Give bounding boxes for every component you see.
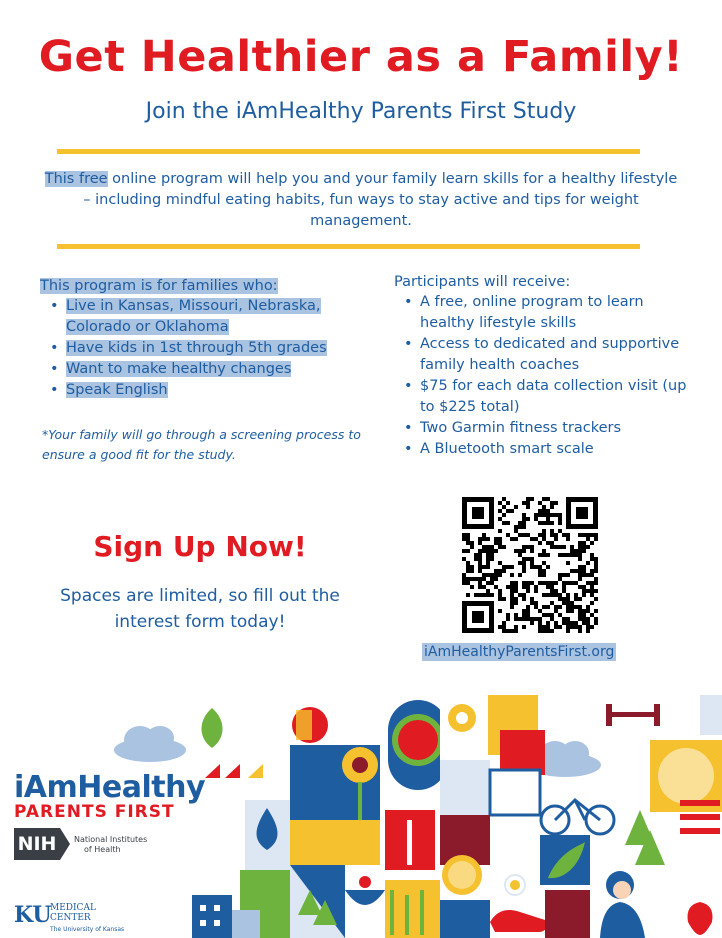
- page-subtitle: Join the iAmHealthy Parents First Study: [145, 99, 577, 124]
- list-item-text: Access to dedicated and supportive family health coaches: [420, 336, 680, 373]
- bullet-icon: •: [50, 298, 59, 314]
- qr-code[interactable]: [462, 497, 598, 633]
- divider-bottom: [57, 244, 640, 249]
- nih-name: National Institutes of Health: [74, 835, 148, 854]
- eligibility-section: [40, 278, 350, 401]
- divider-top: [57, 149, 640, 154]
- list-item: [40, 338, 350, 359]
- nih-logo-arrow: [60, 828, 70, 860]
- list-item-text: Want to make healthy changes: [66, 361, 292, 377]
- carrot-icon: [680, 800, 720, 834]
- bicycle-icon: [541, 800, 614, 834]
- list-item: [394, 292, 694, 334]
- lemon-icon: [442, 855, 482, 895]
- flower-icon: [448, 704, 476, 732]
- bullet-icon: •: [404, 294, 413, 310]
- benefits-list: [394, 292, 694, 460]
- iamhealthy-logo: iAmHealthy: [14, 770, 205, 805]
- tree-icon: [625, 810, 665, 865]
- bullet-icon: •: [404, 378, 413, 394]
- list-item-text: A Bluetooth smart scale: [420, 441, 594, 457]
- eligibility-list: [40, 296, 350, 401]
- signup-text: Spaces are limited, so fill out the interest form today!: [60, 586, 340, 632]
- list-item: [394, 418, 694, 439]
- list-item-text: Have kids in 1st through 5th grades: [66, 340, 327, 356]
- bullet-icon: •: [404, 441, 413, 457]
- list-item: [40, 296, 350, 338]
- list-item: [394, 334, 694, 376]
- list-item-text: A free, online program to learn healthy lifestyle skills: [420, 294, 644, 331]
- person-icon: [600, 871, 645, 938]
- egg-icon: [505, 875, 525, 895]
- bullet-icon: •: [50, 361, 59, 377]
- intro-highlight: This free: [44, 171, 108, 187]
- eligibility-heading: This program is for families who:: [40, 278, 278, 294]
- bullet-icon: •: [50, 340, 59, 356]
- benefits-heading: Participants will receive:: [394, 274, 571, 290]
- screening-note: *Your family will go through a screening process to ensure a good fit for the study.: [42, 427, 361, 462]
- bullet-icon: •: [404, 420, 413, 436]
- leaf-icon: [202, 708, 223, 748]
- list-item-text: $75 for each data collection visit (up to $225 total): [420, 378, 687, 415]
- water-drop-icon: [245, 800, 290, 870]
- intro-paragraph: [40, 169, 682, 232]
- list-item: [394, 439, 694, 460]
- intro-text: online program will help you and your family learn skills for a healthy lifestyle – including mindful eating habits, fun ways to stay active and tips for weight management.: [83, 171, 678, 229]
- list-item: [40, 359, 350, 380]
- ku-logo: KU: [14, 902, 52, 928]
- list-item-text: Live in Kansas, Missouri, Nebraska, Colorado or Oklahoma: [66, 298, 321, 335]
- signup-heading: Sign Up Now!: [93, 530, 307, 563]
- ku-university: The University of Kansas: [50, 926, 125, 933]
- apple-icon: [292, 707, 328, 743]
- parents-first-logo: PARENTS FIRST: [14, 802, 175, 822]
- benefits-section: [394, 274, 694, 460]
- website-link[interactable]: iAmHealthyParentsFirst.org: [424, 644, 615, 660]
- cloud-icon: [114, 726, 186, 762]
- list-item: [394, 376, 694, 418]
- nih-logo: NIH: [14, 828, 60, 860]
- triangle-pattern: [205, 764, 263, 778]
- dumbbell-icon: [606, 704, 660, 726]
- list-item-text: Speak English: [66, 382, 168, 398]
- bullet-icon: •: [50, 382, 59, 398]
- page-title: Get Healthier as a Family!: [38, 32, 684, 82]
- list-item-text: Two Garmin fitness trackers: [420, 420, 622, 436]
- fork-icon: [385, 810, 435, 870]
- ku-medical-center: MEDICAL CENTER: [50, 903, 96, 923]
- bullet-icon: •: [404, 336, 413, 352]
- list-item: [40, 380, 350, 401]
